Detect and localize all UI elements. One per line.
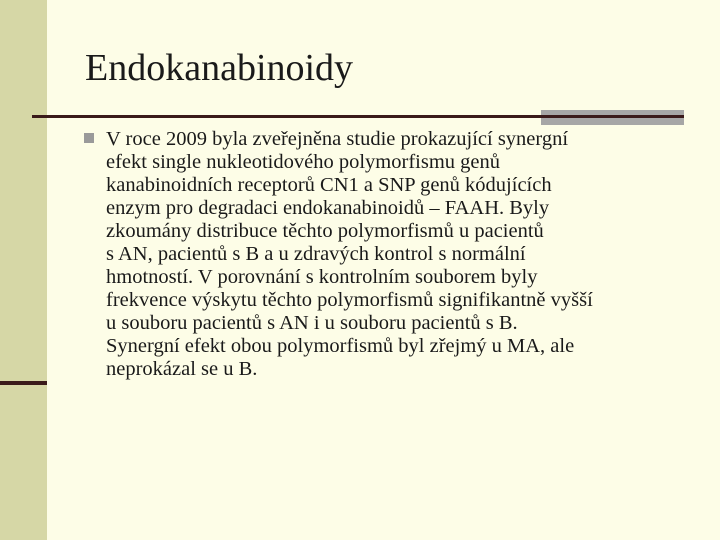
square-bullet-icon: [84, 133, 94, 143]
title-decor-block-bottom: [541, 118, 684, 125]
slide-title: Endokanabinoidy: [85, 47, 354, 89]
left-accent-bar: [0, 0, 47, 540]
left-accent-underline: [0, 381, 47, 385]
bullet-text: V roce 2009 byla zveřejněna studie prokazující synergní efekt single nukleotidového polymorfismu genů kanabinoidních receptorů CN1 a SNP genů kódujících enzym pro degradaci endokanabinoidů – FAAH. Byly zkoumány distribuce těchto polymorfismů u pacientů s AN, pacientů s B a u zdravých kontrol s normální hmotností. V porovnání s kontrolním souborem byly frekvence výskytu těchto polymorfismů signifikantně vyšší u souboru pacientů s AN i u souboru pacientů s B. Synergní efekt obou polymorfismů byl zřejmý u MA, ale neprokázal se u B.: [106, 128, 593, 380]
bullet-item: [84, 128, 694, 381]
